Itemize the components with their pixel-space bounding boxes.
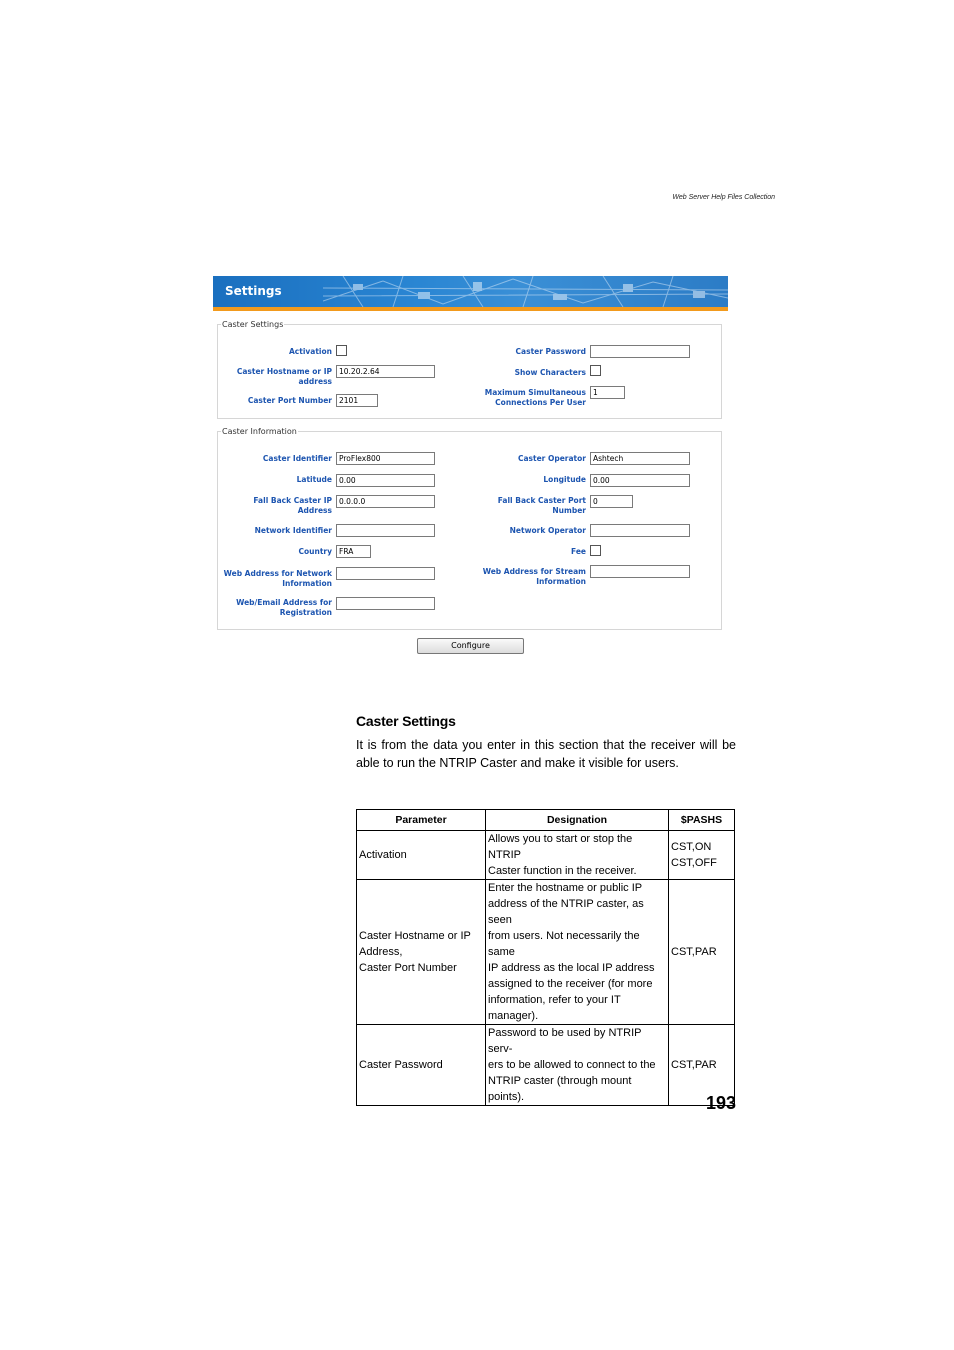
longitude-input[interactable]: 0.00 (590, 474, 690, 487)
caster-settings-legend: Caster Settings (222, 320, 284, 329)
longitude-label: Longitude (543, 475, 586, 484)
fee-checkbox[interactable] (590, 545, 601, 556)
orange-divider (213, 307, 728, 311)
settings-title: Settings (225, 284, 282, 298)
city-map-banner-image (323, 276, 728, 307)
network-identifier-input[interactable] (336, 524, 435, 537)
cell-pashs: CST,PAR (669, 880, 735, 1025)
fee-label: Fee (571, 547, 586, 556)
fallback-caster-ip-label: Fall Back Caster IP Address (253, 496, 332, 515)
running-head: Web Server Help Files Collection (672, 194, 775, 201)
page-number: 193 (705, 1093, 736, 1113)
cell-parameter: Activation (357, 831, 486, 880)
caster-operator-label: Caster Operator (517, 454, 586, 463)
max-connections-input[interactable]: 1 (590, 386, 625, 399)
caster-hostname-label: Caster Hostname or IP address (236, 367, 332, 386)
network-operator-input[interactable] (590, 524, 690, 537)
show-characters-label: Show Characters (514, 368, 586, 377)
caster-password-label: Caster Password (515, 347, 586, 356)
network-operator-label: Network Operator (509, 526, 586, 535)
latitude-input[interactable]: 0.00 (336, 474, 435, 487)
cell-designation: Enter the hostname or public IP address of the NTRIP caster, as seen from users. Not necessarily the same IP address as the local IP address assigned to the receiver (for more information, refer to your IT manager). (486, 880, 669, 1025)
table-row (357, 880, 735, 1025)
cell-pashs: CST,PAR (669, 1025, 735, 1106)
caster-operator-input[interactable]: Ashtech (590, 452, 690, 465)
parameter-table (356, 809, 735, 1106)
caster-information-legend: Caster Information (222, 427, 297, 436)
fallback-caster-port-label: Fall Back Caster Port Number (497, 496, 586, 515)
table-row (357, 1025, 735, 1106)
web-email-registration-label: Web/Email Address for Registration (236, 598, 332, 617)
table-header-row (357, 810, 735, 831)
cell-pashs: CST,ON CST,OFF (669, 831, 735, 880)
fallback-caster-port-input[interactable]: 0 (590, 495, 633, 508)
caster-port-input[interactable]: 2101 (336, 394, 378, 407)
latitude-label: Latitude (296, 475, 332, 484)
caster-hostname-input[interactable]: 10.20.2.64 (336, 365, 435, 378)
table-row (357, 831, 735, 880)
fallback-caster-ip-input[interactable]: 0.0.0.0 (336, 495, 435, 508)
activation-label: Activation (288, 347, 332, 356)
web-address-network-label: Web Address for Network Information (223, 569, 332, 588)
header-pashs: $PASHS (669, 810, 735, 831)
caster-identifier-label: Caster Identifier (262, 454, 332, 463)
section-paragraph: It is from the data you enter in this section that the receiver will be able to run the NTRIP Caster and make it visible for users. (356, 738, 736, 770)
web-address-stream-label: Web Address for Stream Information (482, 567, 586, 586)
web-email-registration-input[interactable] (336, 597, 435, 610)
caster-identifier-input[interactable]: ProFlex800 (336, 452, 435, 465)
header-parameter: Parameter (357, 810, 486, 831)
country-input[interactable]: FRA (336, 545, 371, 558)
country-label: Country (298, 547, 332, 556)
show-characters-checkbox[interactable] (590, 365, 601, 376)
configure-button[interactable]: Configure (417, 638, 524, 654)
caster-port-label: Caster Port Number (247, 396, 332, 405)
cell-designation: Password to be used by NTRIP serv- ers to be allowed to connect to the NTRIP caster (through mount points). (486, 1025, 669, 1106)
web-address-network-input[interactable] (336, 567, 435, 580)
web-address-stream-input[interactable] (590, 565, 690, 578)
max-connections-label: Maximum Simultaneous Connections Per User (484, 388, 586, 407)
header-designation: Designation (486, 810, 669, 831)
network-identifier-label: Network Identifier (254, 526, 332, 535)
caster-password-input[interactable] (590, 345, 690, 358)
cell-parameter: Caster Password (357, 1025, 486, 1106)
cell-parameter: Caster Hostname or IP Address, Caster Port Number (357, 880, 486, 1025)
activation-checkbox[interactable] (336, 345, 347, 356)
section-title: Caster Settings (356, 713, 456, 729)
settings-panel-header (213, 276, 728, 307)
cell-designation: Allows you to start or stop the NTRIP Caster function in the receiver. (486, 831, 669, 880)
